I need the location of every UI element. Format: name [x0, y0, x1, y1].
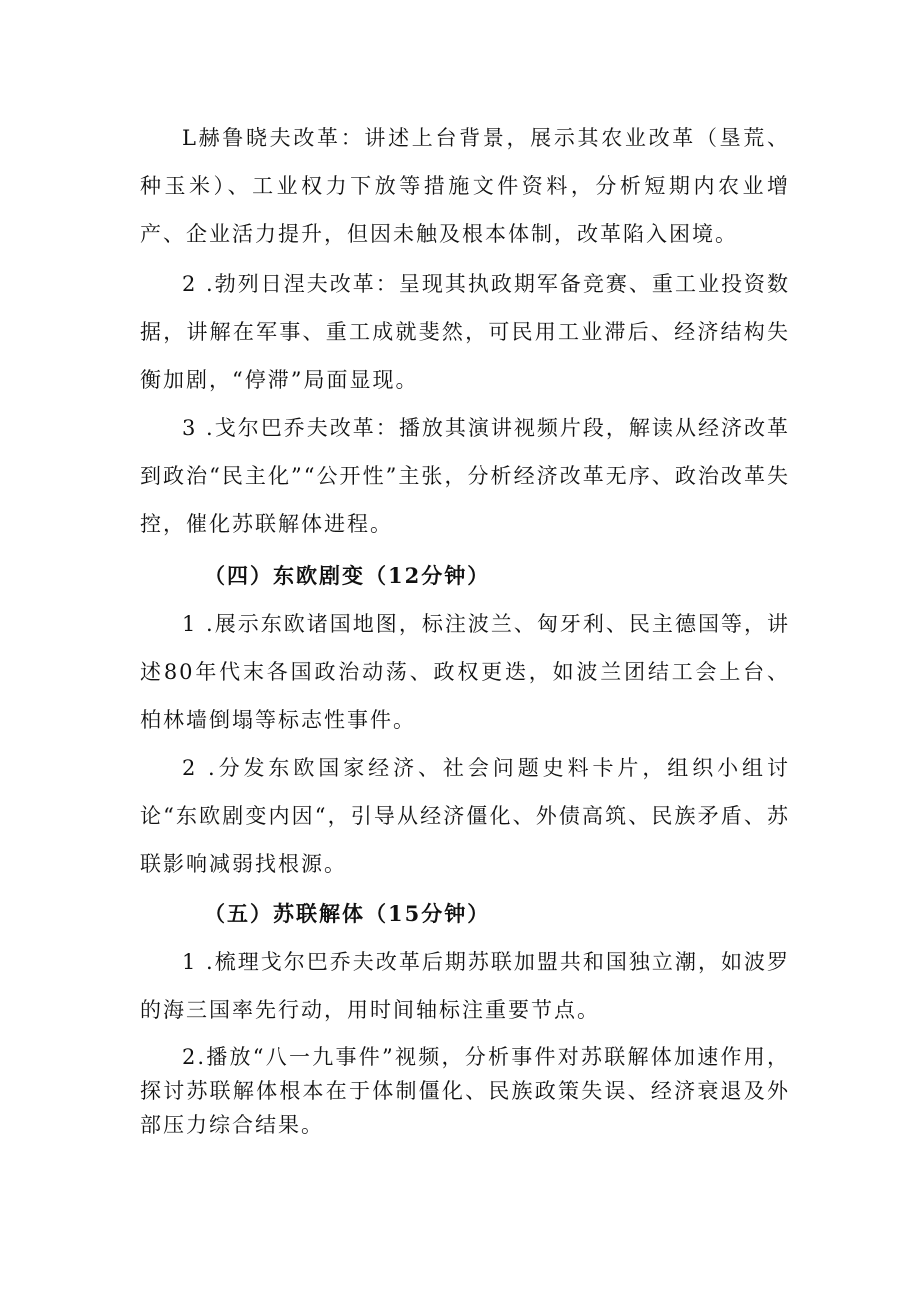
paragraph-eastern-europe-discussion: 2 .分发东欧国家经济、社会问题史料卡片，组织小组讨论“东欧剧变内因“，引导从经济僵化、外债高筑、民族矛盾、苏联影响减弱找根源。 — [140, 756, 790, 876]
section-heading-soviet-dissolution: （五）苏联解体（15分钟） — [204, 901, 491, 926]
paragraph-august-coup: 2.播放“八一九事件”视频，分析事件对苏联解体加速作用，探讨苏联解体根本在于体制僵化、民族政策失误、经济衰退及外部压力综合结果。 — [140, 1045, 790, 1137]
paragraph-eastern-europe-map: 1 .展示东欧诸国地图，标注波兰、匈牙利、民主德国等，讲述80年代末各国政治动荡、政权更迭，如波兰团结工会上台、柏林墙倒塌等标志性事件。 — [140, 612, 790, 732]
paragraph-gorbachev-reform: 3 .戈尔巴乔夫改革：播放其演讲视频片段，解读从经济改革到政治“民主化”“公开性”主张，分析经济改革无序、政治改革失控，催化苏联解体进程。 — [140, 416, 790, 536]
paragraph-independence-wave: 1 .梳理戈尔巴乔夫改革后期苏联加盟共和国独立潮，如波罗的海三国率先行动，用时间轴标注重要节点。 — [140, 950, 790, 1022]
paragraph-khrushchev-reform: L赫鲁晓夫改革：讲述上台背景，展示其农业改革（垦荒、种玉米）、工业权力下放等措施文件资料，分析短期内农业增产、企业活力提升，但因未触及根本体制，改革陷入困境。 — [140, 126, 790, 246]
section-heading-eastern-europe: （四）东欧剧变（12分钟） — [204, 563, 491, 588]
paragraph-brezhnev-reform: 2 .勃列日涅夫改革：呈现其执政期军备竞赛、重工业投资数据，讲解在军事、重工成就斐然，可民用工业滞后、经济结构失衡加剧，“停滞”局面显现。 — [140, 272, 790, 392]
